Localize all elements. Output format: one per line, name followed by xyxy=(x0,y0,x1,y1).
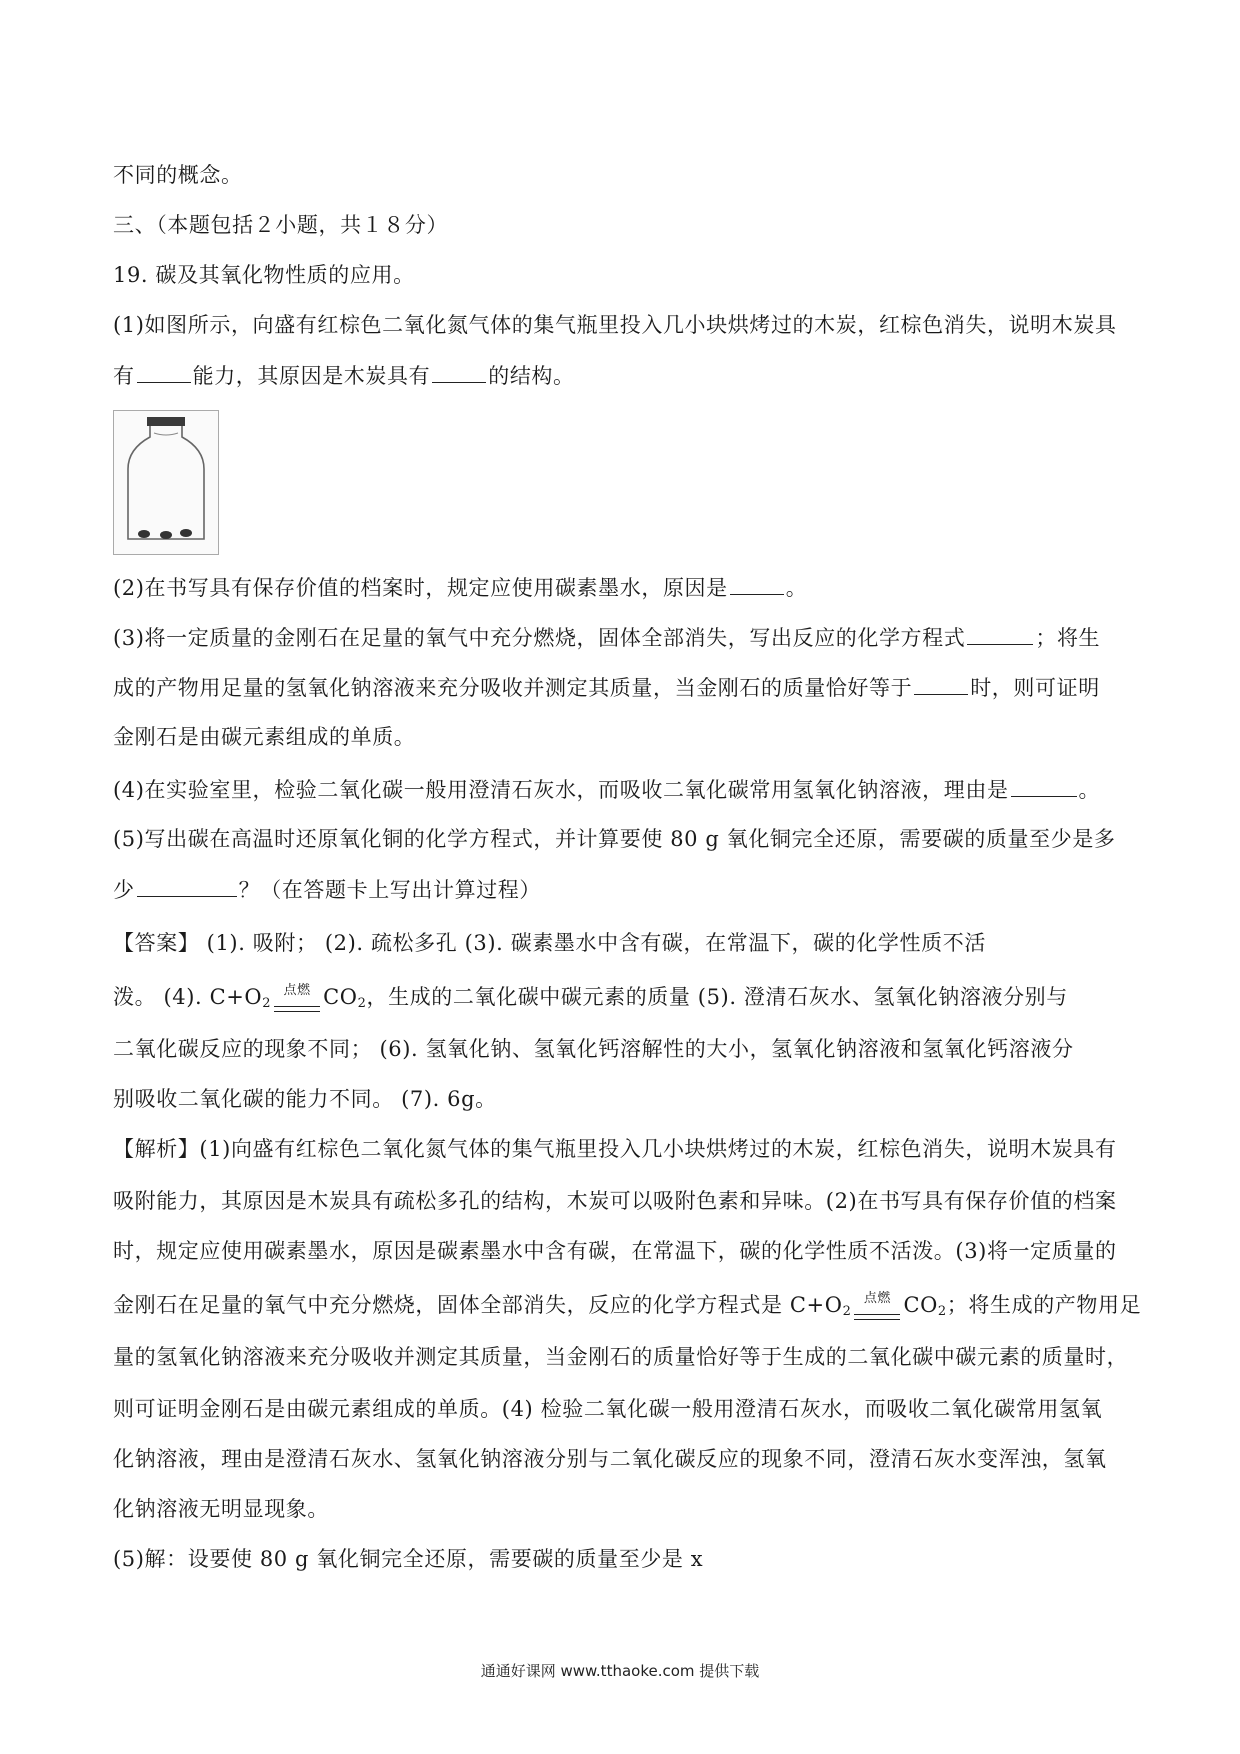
answer-blank xyxy=(967,624,1033,645)
answer-line: 【答案】 (1). 吸附； (2). 疏松多孔 (3). 碳素墨水中含有碳，在常温下，碳的化学性质不活 xyxy=(113,931,986,955)
analysis-line: (5)解：设要使 80 g 氧化铜完全还原，需要碳的质量至少是 x xyxy=(113,1547,704,1571)
answer-blank xyxy=(137,362,191,383)
text-line: 有 能力，其原因是木炭具有 的结构。 xyxy=(113,364,575,388)
analysis-line: 时，规定应使用碳素墨水，原因是碳素墨水中含有碳，在常温下，碳的化学性质不活泼。(3)将一定质量的 xyxy=(113,1239,1117,1263)
answer-blank xyxy=(1011,776,1077,797)
gas-jar-icon xyxy=(114,411,218,554)
text-line: 成的产物用足量的氢氧化钠溶液来充分吸收并测定其质量，当金刚石的质量恰好等于 时，则可证明 xyxy=(113,676,1100,700)
text-line: 金刚石是由碳元素组成的单质。 xyxy=(113,725,416,749)
answer-blank xyxy=(730,574,784,595)
reaction-arrow: 点燃 xyxy=(272,984,322,1014)
text-line: 少 ？（在答题卡上写出计算过程） xyxy=(113,878,542,902)
reaction-arrow: 点燃 xyxy=(852,1292,902,1322)
text-line: (3)将一定质量的金刚石在足量的氧气中充分燃烧，固体全部消失，写出反应的化学方程式 ；将生 xyxy=(113,626,1101,650)
text-line: (4)在实验室里，检验二氧化碳一般用澄清石灰水，而吸收二氧化碳常用氢氧化钠溶液，理由是 。 xyxy=(113,778,1101,802)
analysis-line: 则可证明金刚石是由碳元素组成的单质。(4) 检验二氧化碳一般用澄清石灰水，而吸收二氧化碳常用氢氧 xyxy=(113,1397,1103,1421)
analysis-line: 金刚石在足量的氧气中充分燃烧，固体全部消失，反应的化学方程式是 $C+O_2^{点燃}$ $CO_2$；将生成的产物用足 xyxy=(113,1292,1141,1325)
analysis-line: 量的氢氧化钠溶液来充分吸收并测定其质量，当金刚石的质量恰好等于生成的二氧化碳中碳元素的质量时， xyxy=(113,1345,1129,1369)
question-title: 19. 碳及其氧化物性质的应用。 xyxy=(113,263,415,287)
analysis-line: 【解析】(1)向盛有红棕色二氧化氮气体的集气瓶里投入几小块烘烤过的木炭，红棕色消失，说明木炭具有 xyxy=(113,1137,1117,1161)
answer-line: 泼。 (4). $C+O_2^{点燃}$ $CO_2$，生成的二氧化碳中碳元素的质量 (5). 澄清石灰水、氢氧化钠溶液分别与 xyxy=(113,984,1068,1017)
text-line: (1)如图所示，向盛有红棕色二氧化氮气体的集气瓶里投入几小块烘烤过的木炭，红棕色消失，说明木炭具 xyxy=(113,313,1117,337)
text-line: (2)在书写具有保存价值的档案时，规定应使用碳素墨水，原因是 。 xyxy=(113,576,808,600)
analysis-line: 化钠溶液，理由是澄清石灰水、氢氧化钠溶液分别与二氧化碳反应的现象不同，澄清石灰水变浑浊，氢氧 xyxy=(113,1447,1107,1471)
text-line: 不同的概念。 xyxy=(113,163,243,187)
answer-blank xyxy=(914,674,968,695)
text-line: (5)写出碳在高温时还原氧化铜的化学方程式，并计算要使 80 g 氧化铜完全还原，需要碳的质量至少是多 xyxy=(113,827,1116,851)
answer-blank xyxy=(432,362,486,383)
section-heading: 三、（本题包括２小题，共１８分） xyxy=(113,213,449,237)
answer-line: 二氧化碳反应的现象不同； (6). 氢氧化钠、氢氧化钙溶解性的大小，氢氧化钠溶液和氢氧化钙溶液分 xyxy=(113,1037,1074,1061)
analysis-line: 吸附能力，其原因是木炭具有疏松多孔的结构，木炭可以吸附色素和异味。(2)在书写具有保存价值的档案 xyxy=(113,1189,1117,1213)
gas-jar-figure xyxy=(113,410,219,555)
answer-blank xyxy=(137,876,237,897)
answer-line: 别吸收二氧化碳的能力不同。 (7). 6g。 xyxy=(113,1087,497,1111)
analysis-line: 化钠溶液无明显现象。 xyxy=(113,1497,329,1521)
page-footer: 通通好课网 www.tthaoke.com 提供下载 xyxy=(480,1662,760,1680)
